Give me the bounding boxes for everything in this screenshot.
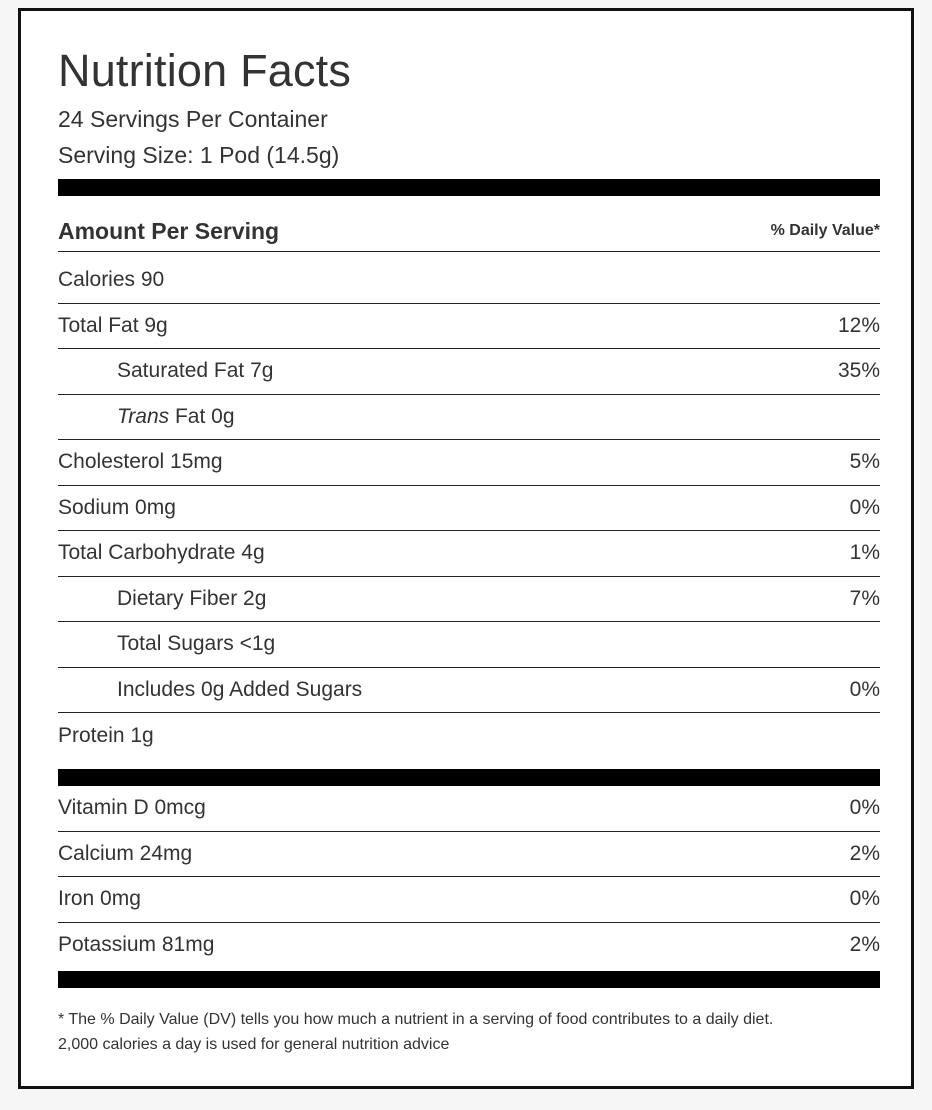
nutrition-facts-panel xyxy=(18,8,914,1089)
nutrient-label: Cholesterol 15mg xyxy=(58,450,223,474)
nutrient-dv: 1% xyxy=(849,541,880,565)
thick-divider xyxy=(58,769,880,786)
vitamin-row-potassium xyxy=(58,923,880,969)
vitamin-dv: 2% xyxy=(849,933,880,957)
nutrient-label: Saturated Fat 7g xyxy=(117,359,274,383)
amount-per-serving-header xyxy=(58,211,880,252)
daily-value-footnote xyxy=(58,1007,880,1057)
nutrient-label: Calories 90 xyxy=(58,268,165,292)
vitamin-list xyxy=(58,786,880,968)
nutrient-dv: 35% xyxy=(837,359,880,383)
servings-per-container: 24 Servings Per Container xyxy=(58,106,328,132)
nutrient-row-total-fat xyxy=(58,304,880,350)
vitamin-row-vitamin-d xyxy=(58,786,880,832)
vitamin-label: Calcium 24mg xyxy=(58,841,193,865)
nutrient-row-trans-fat xyxy=(58,395,880,441)
nutrient-label: Total Carbohydrate 4g xyxy=(58,541,265,565)
vitamin-row-calcium xyxy=(58,832,880,878)
nutrient-row-protein xyxy=(58,713,880,759)
daily-value-header: % Daily Value* xyxy=(770,222,880,239)
nutrient-list xyxy=(58,258,880,759)
nutrient-label: Dietary Fiber 2g xyxy=(117,586,267,610)
footnote-line: * The % Daily Value (DV) tells you how much a nutrient in a serving of food contributes to a daily diet. xyxy=(58,1011,774,1028)
thick-divider xyxy=(58,971,880,988)
nutrient-row-total-carbohydrate xyxy=(58,531,880,577)
vitamin-dv: 0% xyxy=(849,887,880,911)
footnote-line: 2,000 calories a day is used for general nutrition advice xyxy=(58,1036,450,1053)
nutrient-row-dietary-fiber xyxy=(58,577,880,623)
nutrient-row-added-sugars xyxy=(58,668,880,714)
nutrient-label: Protein 1g xyxy=(58,723,154,747)
amount-per-serving-label: Amount Per Serving xyxy=(58,217,280,244)
nutrient-label: Includes 0g Added Sugars xyxy=(117,677,363,701)
nutrient-label: Total Sugars <1g xyxy=(117,632,276,656)
nutrient-label xyxy=(58,405,235,429)
nutrient-dv: 12% xyxy=(837,313,880,337)
nutrient-dv: 0% xyxy=(849,677,880,701)
vitamin-dv: 0% xyxy=(849,796,880,820)
nutrient-row-sodium xyxy=(58,486,880,532)
nutrient-row-saturated-fat xyxy=(58,349,880,395)
vitamin-dv: 2% xyxy=(849,841,880,865)
nutrition-facts-title: Nutrition Facts xyxy=(58,45,352,96)
nutrient-row-total-sugars xyxy=(58,622,880,668)
nutrient-label: Sodium 0mg xyxy=(58,495,176,519)
nutrient-dv: 7% xyxy=(849,586,880,610)
nutrient-row-cholesterol xyxy=(58,440,880,486)
vitamin-label: Iron 0mg xyxy=(58,887,141,911)
nutrient-dv: 0% xyxy=(849,495,880,519)
thick-divider xyxy=(58,179,880,196)
vitamin-label: Potassium 81mg xyxy=(58,933,215,957)
trans-word: Trans xyxy=(117,404,170,428)
vitamin-label: Vitamin D 0mcg xyxy=(58,796,206,820)
nutrient-dv: 5% xyxy=(849,450,880,474)
serving-size: Serving Size: 1 Pod (14.5g) xyxy=(58,142,340,168)
nutrient-row-calories xyxy=(58,258,880,304)
vitamin-row-iron xyxy=(58,877,880,923)
trans-fat-rest: Fat 0g xyxy=(169,404,235,428)
nutrient-label: Total Fat 9g xyxy=(58,313,168,337)
